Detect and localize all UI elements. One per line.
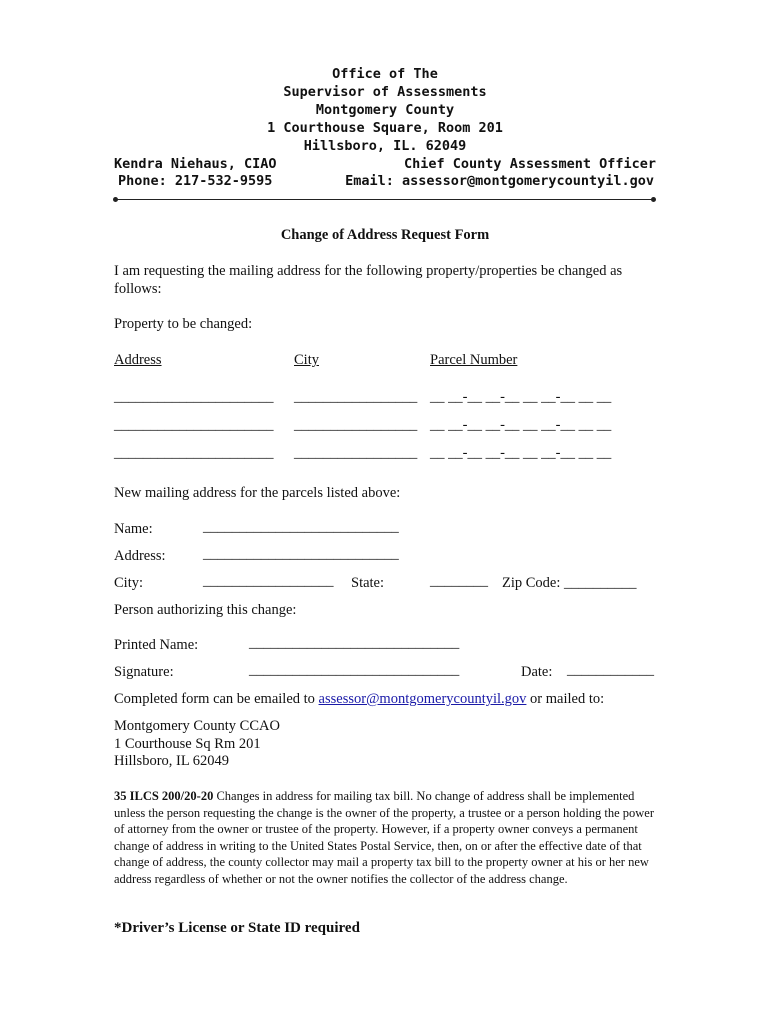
office-line-2: Supervisor of Assessments — [283, 84, 487, 100]
address-field[interactable]: ___________________________ — [203, 546, 399, 562]
officer-name: Kendra Niehaus, CIAO — [114, 156, 277, 172]
form-title: Change of Address Request Form — [280, 227, 490, 243]
property-row-2-address-field[interactable]: ______________________ — [114, 417, 274, 433]
officer-email: Email: assessor@montgomerycountyil.gov — [345, 173, 654, 189]
state-field[interactable]: ________ — [430, 573, 488, 589]
statute-citation: 35 ILCS 200/20-20 — [114, 789, 214, 803]
property-row-1-city-field[interactable]: _________________ — [294, 389, 418, 405]
property-row-3-address-field[interactable]: ______________________ — [114, 445, 274, 461]
county-name: Montgomery County — [315, 102, 455, 118]
city-label: City: — [114, 575, 144, 591]
property-row-1-parcel-field[interactable]: __ __-__ __-__ __ __-__ __ __ — [430, 389, 612, 405]
completed-prefix: Completed form can be emailed to — [114, 691, 319, 707]
new-mailing-label: New mailing address for the parcels listed above: — [114, 485, 401, 501]
divider-right-dot — [651, 197, 656, 202]
office-line-1: Office of The — [332, 66, 438, 82]
email-link[interactable]: assessor@montgomerycountyil.gov — [318, 691, 527, 707]
authorizing-label: Person authorizing this change: — [114, 602, 297, 618]
column-parcel-number: Parcel Number — [430, 352, 518, 368]
column-address: Address — [114, 352, 162, 368]
officer-phone: Phone: 217-532-9595 — [118, 173, 273, 189]
divider-left-dot — [113, 197, 118, 202]
intro-line-2: follows: — [114, 281, 162, 297]
signature-field[interactable]: _____________________________ — [249, 662, 460, 678]
city-field[interactable]: __________________ — [203, 573, 334, 589]
mailing-line-1: Montgomery County CCAO — [114, 718, 280, 734]
mailing-line-2: 1 Courthouse Sq Rm 201 — [114, 736, 261, 752]
statute-paragraph — [114, 788, 659, 888]
printed-name-field[interactable]: _____________________________ — [249, 635, 460, 651]
intro-line-1: I am requesting the mailing address for the following property/properties be changed as — [114, 263, 623, 279]
column-city: City — [294, 352, 319, 368]
street-address: 1 Courthouse Square, Room 201 — [267, 120, 503, 136]
id-requirement-note: *Driver’s License or State ID required — [114, 920, 360, 936]
mailing-line-3: Hillsboro, IL 62049 — [114, 753, 230, 769]
completed-form-instructions — [114, 691, 604, 708]
address-label: Address: — [114, 548, 166, 564]
property-row-3-parcel-field[interactable]: __ __-__ __-__ __ __-__ __ __ — [430, 445, 612, 461]
signature-label: Signature: — [114, 664, 174, 680]
zip-code-field[interactable]: Zip Code: __________ — [502, 575, 637, 591]
statute-text: Changes in address for mailing tax bill. No change of address shall be implemented unless the person requesting the change is the owner of the property, a trustee or a person holding the power of attorney from the owner or trustee of the property. However, if a property owner conveys a permanent change of address in writing to the United States Postal Service, then, on or after the effective date of that change of address, the county collector may mail a property tax bill to the property owner at his or her new address regardless of whether or not the owner notifies the collector of the address change. — [114, 789, 655, 886]
officer-title: Chief County Assessment Officer — [404, 156, 656, 172]
state-label: State: — [351, 575, 385, 591]
city-state-zip: Hillsboro, IL. 62049 — [303, 138, 467, 154]
property-label: Property to be changed: — [114, 316, 253, 332]
property-row-1-address-field[interactable]: ______________________ — [114, 389, 274, 405]
property-row-3-city-field[interactable]: _________________ — [294, 445, 418, 461]
printed-name-label: Printed Name: — [114, 637, 199, 653]
date-label: Date: — [521, 664, 553, 680]
property-row-2-city-field[interactable]: _________________ — [294, 417, 418, 433]
name-label: Name: — [114, 521, 153, 537]
name-field[interactable]: ___________________________ — [203, 519, 399, 535]
date-field[interactable]: ____________ — [567, 662, 654, 678]
completed-suffix: or mailed to: — [526, 691, 605, 707]
property-row-2-parcel-field[interactable]: __ __-__ __-__ __ __-__ __ __ — [430, 417, 612, 433]
header-divider — [116, 199, 654, 200]
